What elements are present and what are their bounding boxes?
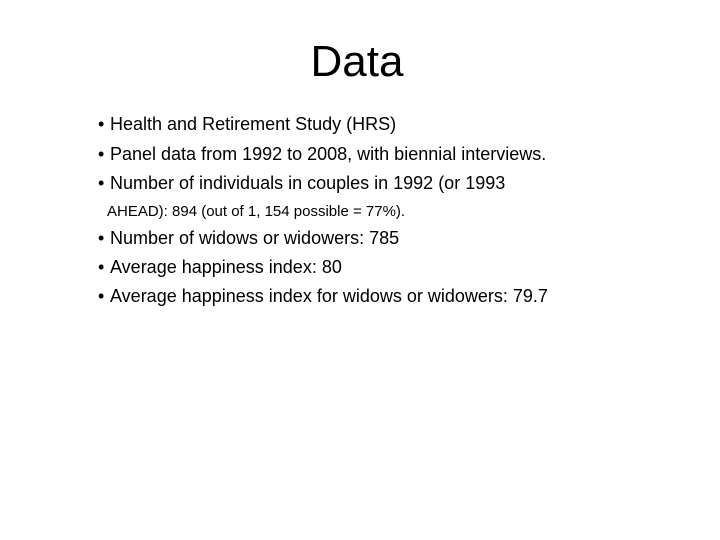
bullet-item <box>98 113 396 135</box>
bullet-continuation <box>107 201 405 223</box>
bullet-marker: • <box>98 286 105 306</box>
bullet-item <box>98 227 399 249</box>
bullet-text: Health and Retirement Study (HRS) <box>110 114 397 134</box>
bullet-text: Average happiness index for widows or widowers: 79.7 <box>110 286 548 306</box>
bullet-marker: • <box>98 257 105 277</box>
bullet-text: AHEAD): 894 (out of 1, 154 possible = 77%). <box>107 203 406 220</box>
slide-title: Data <box>310 37 404 86</box>
bullet-text: Number of individuals in couples in 1992 (or 1993 <box>110 173 506 193</box>
bullet-item <box>98 143 546 165</box>
bullet-marker: • <box>98 228 105 248</box>
bullet-text: Average happiness index: 80 <box>110 257 342 277</box>
bullet-marker: • <box>98 173 105 193</box>
bullet-marker: • <box>98 144 105 164</box>
bullet-item <box>98 172 505 194</box>
bullet-marker: • <box>98 114 105 134</box>
bullet-item <box>98 285 548 307</box>
bullet-text: Number of widows or widowers: 785 <box>110 228 400 248</box>
bullet-item <box>98 256 342 278</box>
bullet-text: Panel data from 1992 to 2008, with biennial interviews. <box>110 144 547 164</box>
